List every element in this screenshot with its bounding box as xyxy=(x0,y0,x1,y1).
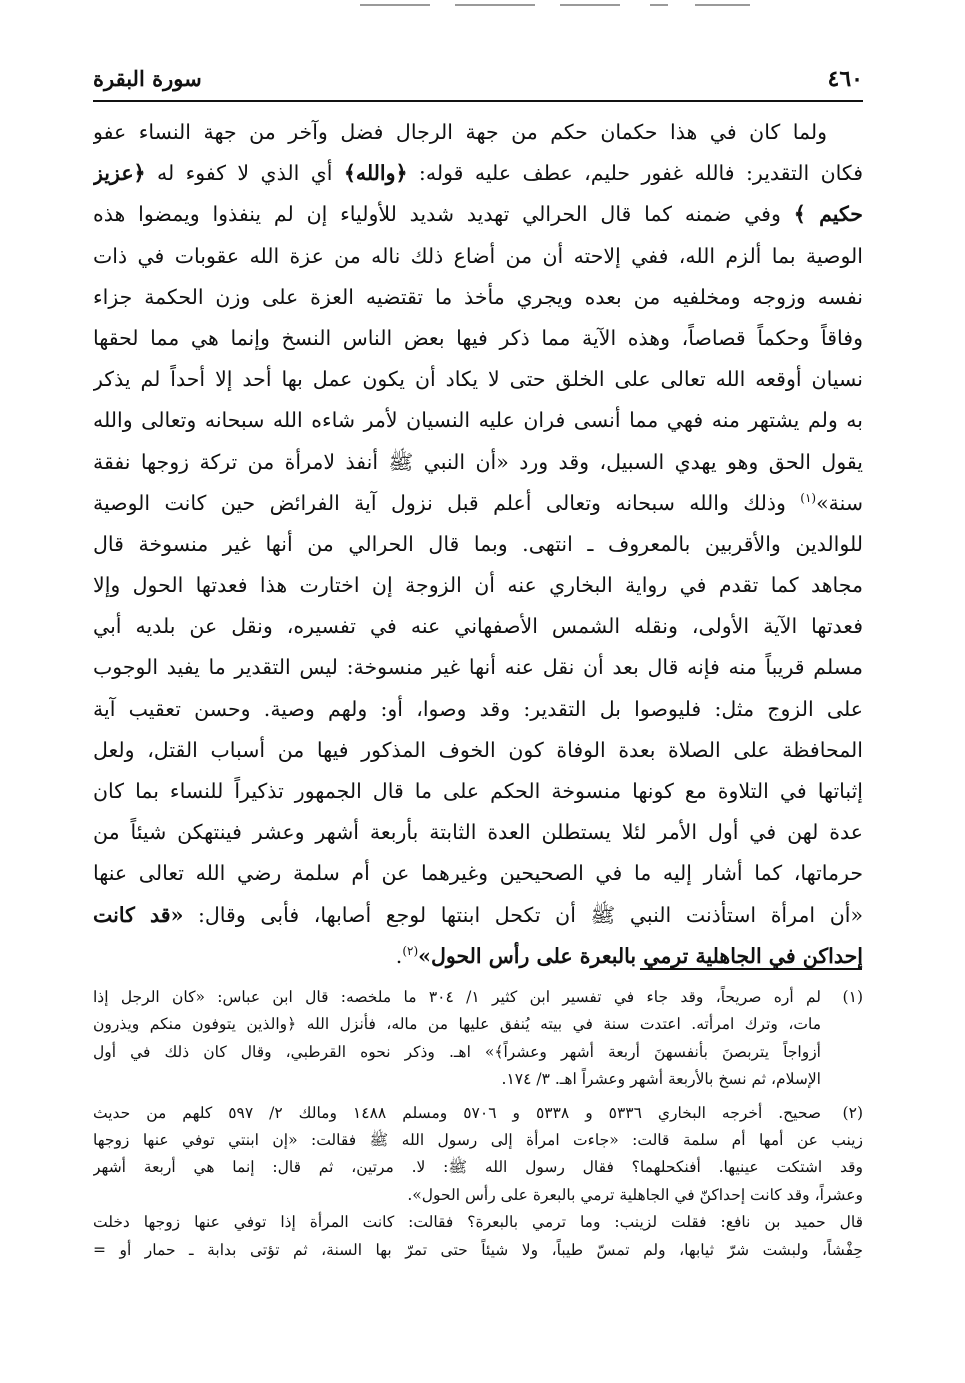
text-line: إحداكن في الجاهلية ترمي بالبعرة على رأس الحول»$^{(٢)}$. xyxy=(395,943,863,968)
page-header xyxy=(93,62,863,96)
footnote-2-line: (٢) صحيح. أخرجه البخاري ٥٣٣٦ و ٥٣٣٨ و ٥٧٠٦ ومسلم ١٤٨٨ ومالك ٢/ ٥٩٧ كلهم من حديث xyxy=(93,1100,863,1127)
text-line: للوالدين والأقربين بالمعروف ـ انتهى. وبما قال الحرالي من أنها غير منسوخة قال xyxy=(93,531,863,556)
page-number: ٤٦٠ xyxy=(827,66,863,92)
footnote-ref-1: (١) xyxy=(800,490,817,505)
text-line: فعدتها الآية الأولى، ونقله الشمس الأصفهاني عنه في تفسيره، ونقل عن بلديه أبي xyxy=(93,614,863,639)
text-line: به ولم يشتهر منه فهي مما أنسى فران عليه النسيان لأمر شاءه الله سبحانه وتعالى والله xyxy=(93,408,863,433)
text-line: حكيم ﴾ وفي ضمنه كما قال الحرالي تهديد شديد للأولياء إن لم ينفذوا ويمضوا هذه xyxy=(93,202,863,227)
footnote-separator xyxy=(640,968,862,970)
text-line: وفاقاً وحكماً قصاصاً، وهذه الآية مما ذكر فيها بعض الناس النسخ وإنما هي مما لحقها xyxy=(93,325,863,350)
text-line: يقول الحق وهو يهدي السبيل، وقد ورد «أن النبي ﷺ أنفذ لامرأة من تركة زوجها نفقة xyxy=(93,449,863,474)
text-line: نفسه وزوجه ومخلفيه من بعده ويجري مأخذ ما تقتضيه العزة على وزن الحكمة جزاء xyxy=(93,284,863,309)
text-line: الوصية بما ألزم الله، ففي إلاحته أن من أضاع ذلك ناله من عزة الله عقوبات في ذات xyxy=(93,243,863,268)
top-scan-marks xyxy=(360,4,780,10)
text-line: المحافظة على الصلاة بعدة الوفاة كون الخوف المذكور فيها من أسباب القتل، ولعل xyxy=(93,737,863,762)
text-line: على الزوج مثل: فليوصوا بل التقدير: وقد وصوا، أو: ولهم وصية. وحسن تعقيب آية xyxy=(93,696,863,721)
footnote-ref-2: (٢) xyxy=(402,943,419,958)
header-rule xyxy=(93,100,863,102)
footnote-1-line: مات، وترك امرأته. اعتدت سنة في بيته يُنفق عليها من ماله، فأنزل الله ﴿والذين يتوفون منكم ويذرون xyxy=(93,1015,821,1034)
text-line: «أن امرأة استأذنت النبي ﷺ أن تكحل ابنتها لوجع أصابها، فأبى وقال: «قد كانت xyxy=(93,902,863,927)
text-line: حرماتها، كما أشار إليه ما في الصحيحين وغيرهما عن أم سلمة رضي الله تعالى عنها xyxy=(93,861,863,886)
footnote-2-line: قال حميد بن نافع: فقلت لزينب: وما ترمي بالبعرة؟ فقالت: كانت المرأة إذا توفي عنها زوجها دخلت xyxy=(93,1213,863,1232)
text-line: ولما كان في هذا حكمان حكم من جهة الرجال فضل وآخر من جهة النساء عفو xyxy=(93,120,827,144)
footnotes xyxy=(93,984,863,1264)
footnote-1-line: (١) لم أره صريحاً، وقد جاء في تفسير ابن كثير ١/ ٣٠٤ ما ملخصه: قال ابن عباس: «كان الرجل إذا xyxy=(93,984,863,1011)
text-line: عدة لهن في أول الأمر لئلا يستطلن العدة الثابتة بأربعة أشهر وعشر فينتهكن شيئاً من xyxy=(93,820,863,845)
footnote-1-line: أزواجاً يتربصنَ بأنفسهنَ أربعة أشهر وعشراً﴾» اهـ. وذكر نحوه القرطبي، وقال كان ذلك في أول xyxy=(93,1042,821,1061)
text-line: نسيان أوقعه الله تعالى على الخلق حتى لا يكاد أن يكون عمل بها أحد إلا أحداً لم يذكر xyxy=(93,367,863,392)
text-line: مجاهد كما تقدم في رواية البخاري عنه أن الزوجة إن اختارت هذا فعدتها الحول وإلا xyxy=(93,573,863,598)
text-line: مسلم قريباً منه فإنه قال بعد أن نقل عنه أنها غير منسوخة: ليس التقدير ما يفيد الوجوب xyxy=(93,655,863,680)
text-line: سنة»$^{(١)}$ وذلك والله سبحانه وتعالى أعلم قبل نزول آية الفرائض حين كانت الوصية xyxy=(93,490,863,515)
text-line: فكان التقدير: فالله غفور حليم، عطف عليه قوله: ﴿والله﴾ أي الذي لا كفوء له ﴿عزيز xyxy=(93,161,863,186)
running-title: سورة البقرة xyxy=(93,66,202,91)
footnote-1-line: الإسلام، ثم نسخ بالأربعة أشهر وعشراً اهـ. ٣/ ١٧٤. xyxy=(501,1070,821,1089)
footnote-2-line: حِفْشاً، ولبشت شرّ ثيابها، ولم تمسّ طيباً، ولا شيئاً حتى تمرّ بها السنة، ثم تؤتى بدابة ـ حمار أو = xyxy=(93,1240,863,1259)
main-text xyxy=(93,112,863,977)
footnote-number: (١) xyxy=(842,988,863,1006)
footnote-number: (٢) xyxy=(842,1103,863,1122)
footnote-2-line: وقد اشتكت عينيها. أفنكحلهما؟ فقال رسول الله ﷺ: لا. مرتين، ثم قال: إنما هي أربعة أشهر xyxy=(93,1158,863,1177)
footnote-2-line: زينب عن أمها أم سلمة قالت: «جاءت امرأة إلى رسول الله ﷺ فقالت: «إن ابنتي توفي عنها زوجها xyxy=(93,1130,863,1149)
footnote-2-line: وعشراً، وقد كانت إحداكنّ في الجاهلية ترمي بالبعرة على رأس الحول». xyxy=(407,1185,863,1204)
text-line: إثباتها في التلاوة مع كونها منسوخة الحكم على ما قال الجمهور تذكيراً للنساء بما كان xyxy=(93,779,863,803)
